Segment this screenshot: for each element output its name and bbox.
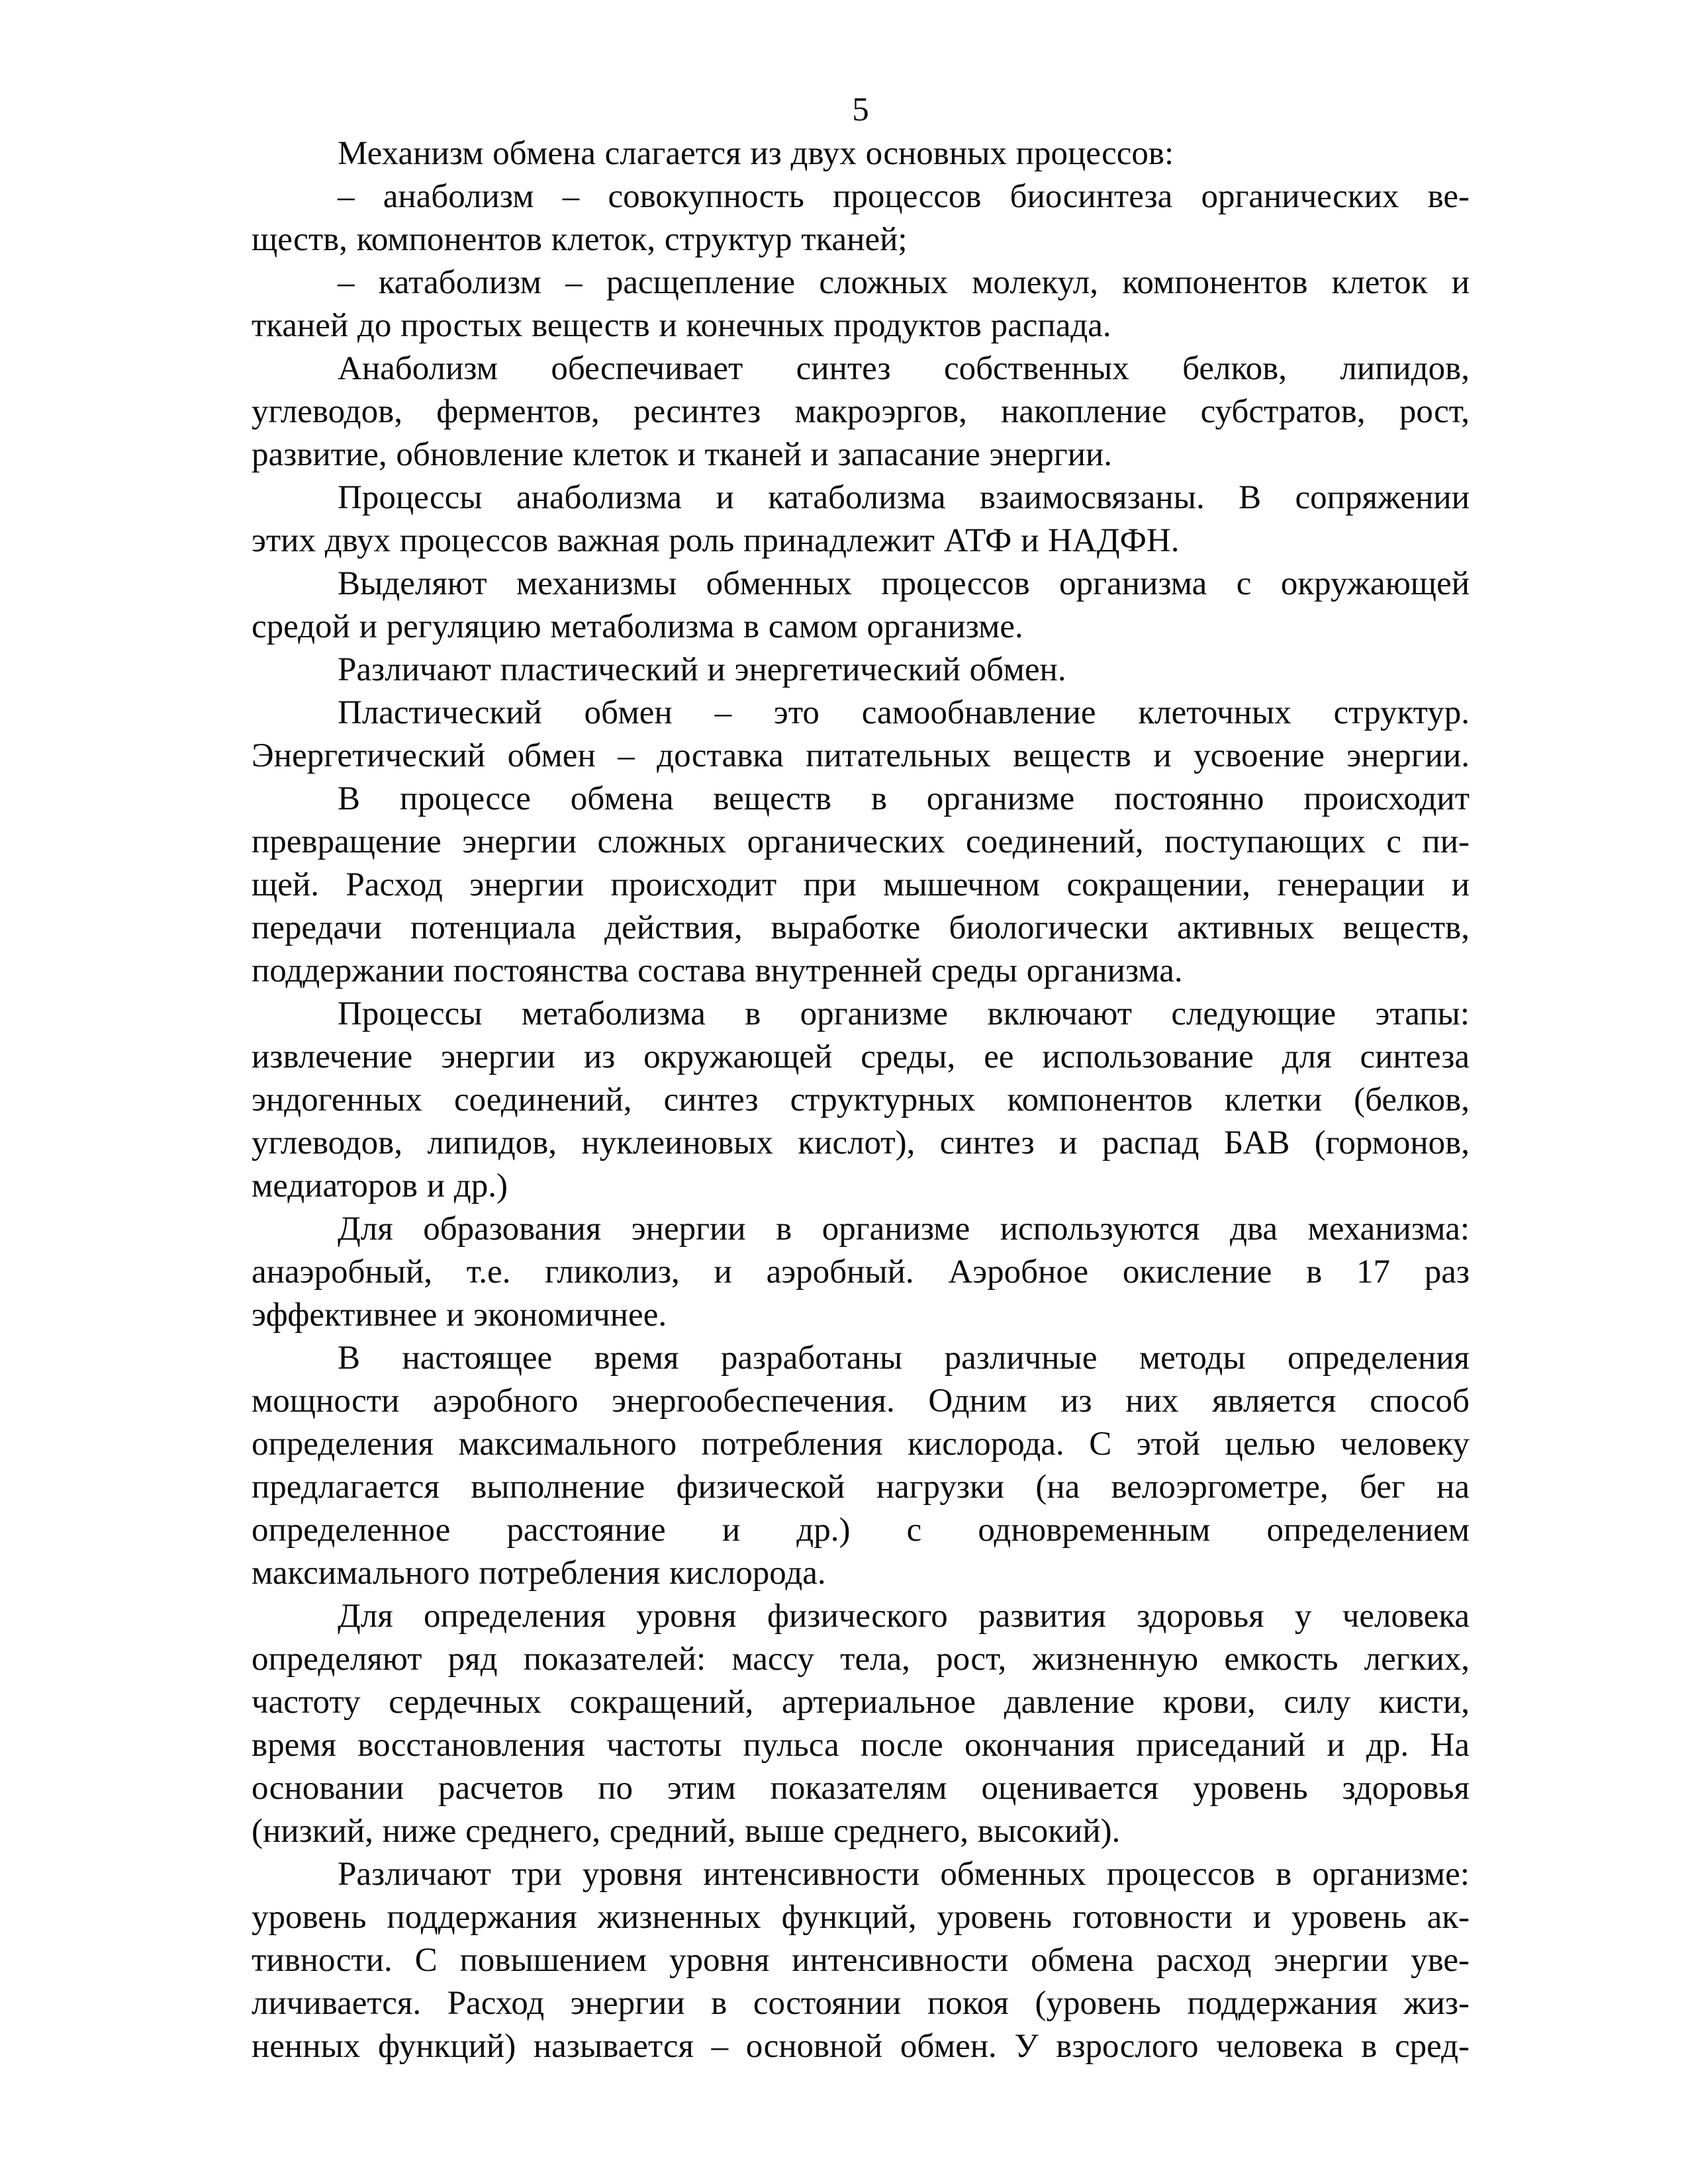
text-line: тканей до простых веществ и конечных продуктов распада. bbox=[252, 307, 1111, 344]
text-line: частоту сердечных сокращений, артериальное давление крови, силу кисти, bbox=[252, 1684, 1470, 1721]
text-line: Процессы анаболизма и катаболизма взаимосвязаны. В сопряжении bbox=[338, 479, 1470, 516]
text-line: мощности аэробного энергообеспечения. Одним из них является способ bbox=[252, 1383, 1470, 1420]
text-line: определения максимального потребления кислорода. С этой целью человеку bbox=[252, 1426, 1470, 1463]
page-text bbox=[252, 132, 1470, 2068]
text-line: максимального потребления кислорода. bbox=[252, 1555, 826, 1592]
text-line: уровень поддержания жизненных функций, уровень готовности и уровень ак- bbox=[252, 1899, 1470, 1936]
text-line: этих двух процессов важная роль принадлежит АТФ и НАДФН. bbox=[252, 522, 1180, 559]
text-line: личивается. Расход энергии в состоянии покоя (уровень поддержания жиз- bbox=[252, 1985, 1470, 2022]
text-line: основании расчетов по этим показателям оценивается уровень здоровья bbox=[252, 1770, 1470, 1807]
page-number: 5 bbox=[852, 91, 869, 128]
text-line: Для образования энергии в организме используются два механизма: bbox=[338, 1210, 1470, 1248]
text-line: эндогенных соединений, синтез структурных компонентов клетки (белков, bbox=[252, 1081, 1470, 1118]
text-line: определяют ряд показателей: массу тела, рост, жизненную емкость легких, bbox=[252, 1641, 1470, 1678]
text-line: анаэробный, т.е. гликолиз, и аэробный. Аэробное окисление в 17 раз bbox=[252, 1253, 1470, 1291]
text-line: Процессы метаболизма в организме включают следующие этапы: bbox=[338, 995, 1470, 1032]
text-line: эффективнее и экономичнее. bbox=[252, 1297, 667, 1334]
text-line: – катаболизм – расщепление сложных молекул, компонентов клеток и bbox=[338, 264, 1470, 301]
text-line: щей. Расход энергии происходит при мышечном сокращении, генерации и bbox=[252, 866, 1470, 903]
text-line: тивности. С повышением уровня интенсивности обмена расход энергии уве- bbox=[252, 1942, 1470, 1979]
text-line: (низкий, ниже среднего, средний, выше среднего, высокий). bbox=[252, 1813, 1121, 1850]
text-line: Энергетический обмен – доставка питательных веществ и усвоение энергии. bbox=[252, 737, 1470, 774]
text-line: развитие, обновление клеток и тканей и запасание энергии. bbox=[252, 436, 1113, 473]
text-line: Выделяют механизмы обменных процессов организма с окружающей bbox=[338, 565, 1470, 602]
text-line: – анаболизм – совокупность процессов биосинтеза органических ве- bbox=[338, 178, 1470, 215]
text-line: углеводов, липидов, нуклеиновых кислот), синтез и распад БАВ (гормонов, bbox=[252, 1124, 1470, 1161]
text-line: Различают три уровня интенсивности обменных процессов в организме: bbox=[338, 1856, 1470, 1893]
text-line: средой и регуляцию метаболизма в самом организме. bbox=[252, 608, 1023, 645]
text-line: углеводов, ферментов, ресинтез макроэргов, накопление субстратов, рост, bbox=[252, 393, 1470, 430]
text-line: Анаболизм обеспечивает синтез собственных белков, липидов, bbox=[338, 350, 1470, 387]
text-line: Различают пластический и энергетический обмен. bbox=[338, 651, 1066, 688]
text-line: В настоящее время разработаны различные методы определения bbox=[338, 1340, 1470, 1377]
text-line: превращение энергии сложных органических соединений, поступающих с пи- bbox=[252, 823, 1470, 860]
text-line: ществ, компонентов клеток, структур тканей; bbox=[252, 221, 908, 258]
text-line: определенное расстояние и др.) с одновременным определением bbox=[252, 1512, 1470, 1549]
text-line: Для определения уровня физического развития здоровья у человека bbox=[338, 1598, 1470, 1635]
text-line: ненных функций) называется – основной обмен. У взрослого человека в сред- bbox=[252, 2028, 1470, 2065]
text-line: В процессе обмена веществ в организме постоянно происходит bbox=[338, 780, 1470, 817]
text-line: Пластический обмен – это самообнавление клеточных структур. bbox=[338, 694, 1470, 731]
text-line: предлагается выполнение физической нагрузки (на велоэргометре, бег на bbox=[252, 1469, 1470, 1506]
text-line: передачи потенциала действия, выработке биологически активных веществ, bbox=[252, 909, 1470, 946]
text-line: медиаторов и др.) bbox=[252, 1167, 508, 1205]
text-line: поддержании постоянства состава внутренней среды организма. bbox=[252, 952, 1183, 989]
text-line: извлечение энергии из окружающей среды, ее использование для синтеза bbox=[252, 1038, 1470, 1075]
text-line: Механизм обмена слагается из двух основных процессов: bbox=[338, 135, 1174, 172]
text-line: время восстановления частоты пульса после окончания приседаний и др. На bbox=[252, 1727, 1470, 1764]
